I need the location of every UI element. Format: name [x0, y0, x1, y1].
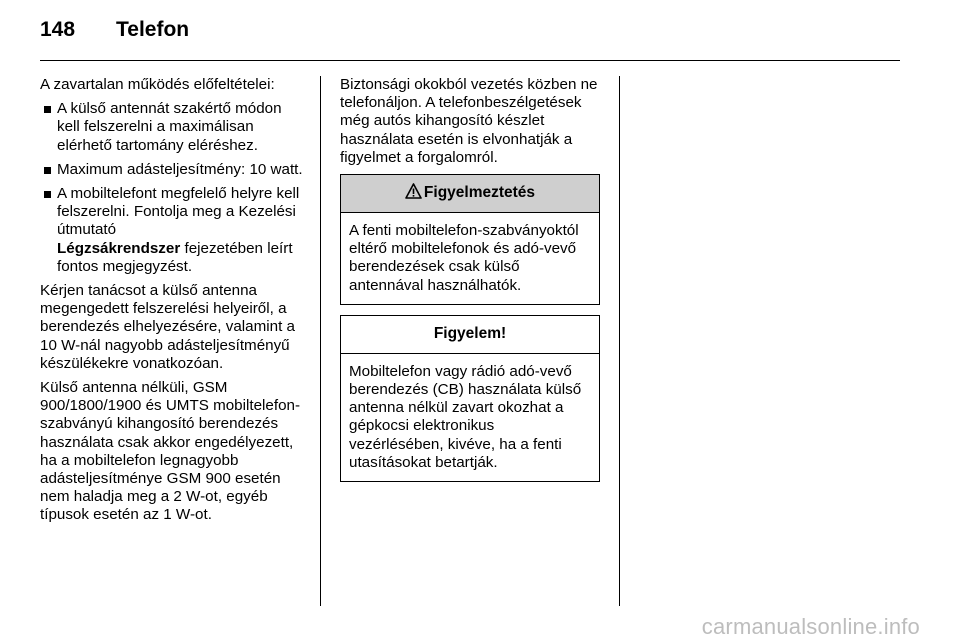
- warning-title: Figyelmeztetés: [423, 184, 536, 202]
- safety-paragraph: Biztonsági okokból vezetés közben ne telefonáljon. A telefonbeszélgetések még autós kihangosító készlet használata esetén is elvonhatják a figyelmet a forgalomról.: [340, 76, 598, 166]
- column-divider: [320, 76, 321, 606]
- caution-body: Mobiltelefon vagy rádió adó-vevő berendezés (CB) használata külső antenna nélkül zavart okozhat a gépkocsi elektronikus vezérlésében, kivéve, ha a fenti utasításokat betartják.: [349, 362, 582, 471]
- gsm-paragraph: Külső antenna nélküli, GSM 900/1800/1900 és UMTS mobiltelefon-szabványú kihangosító berendezés használata csak akkor engedélyezett, ha a mobiltelefon legnagyobb adásteljesítménye GSM 900 esetén nem haladja meg a 2 W-ot, egyéb típusok esetén az 1 W-ot.: [40, 379, 301, 524]
- list-item: A külső antennát szakértő módon kell felszerelni a maximálisan elérhető tartomány eléréshez.: [40, 100, 308, 155]
- antenna-advice-paragraph: Kérjen tanácsot a külső antenna megengedett felszerelési helyeiről, a berendezés elhelyezésére, valamint a 10 W-nál nagyobb adásteljesítményű készülékekre vonatkozóan.: [40, 282, 295, 372]
- left-column: [40, 76, 308, 531]
- header-divider: [40, 60, 900, 61]
- airbag-reference: Légzsákrendszer: [57, 239, 181, 257]
- warning-triangle-icon: [405, 183, 422, 204]
- caution-box: [340, 315, 600, 482]
- list-item-text: A mobiltelefont megfelelő helyre kell felszerelni. Fontolja meg a Kezelési útmutató: [57, 185, 300, 239]
- caution-title: Figyelem!: [433, 325, 507, 343]
- list-item: [40, 185, 308, 276]
- list-item: Maximum adásteljesítmény: 10 watt.: [40, 161, 308, 179]
- page-number: 148: [40, 18, 76, 41]
- warning-box: [340, 174, 600, 305]
- intro-text: A zavartalan működés előfeltételei:: [40, 76, 275, 93]
- page-header: [40, 18, 189, 48]
- warning-header: [341, 175, 599, 213]
- caution-header: [341, 316, 599, 354]
- column-divider-right: [619, 76, 620, 606]
- list-item-text-end: fejezetében leírt fontos megjegyzést.: [57, 239, 293, 275]
- right-column: [340, 76, 602, 492]
- page-title: Telefon: [116, 18, 190, 41]
- watermark: carmanualsonline.info: [701, 614, 920, 639]
- warning-body: A fenti mobiltelefon-szabványoktól eltérő mobiltelefonok és adó-vevő berendezések csak külső antennával használhatók.: [349, 222, 579, 294]
- requirements-list: [40, 100, 308, 276]
